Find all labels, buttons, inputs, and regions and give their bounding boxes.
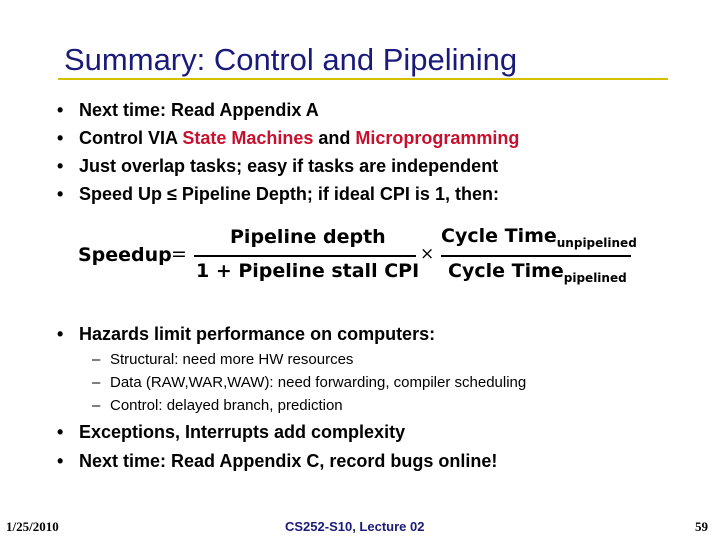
- footer-course: CS252-S10, Lecture 02: [285, 519, 425, 534]
- slide-title: Summary: Control and Pipelining: [64, 42, 518, 77]
- bullet-dot: •: [57, 184, 64, 204]
- bottom-bullet-list: [57, 418, 497, 476]
- bullet-item: • Next time: Read Appendix A: [57, 96, 519, 124]
- sub-bullet-item: – Structural: need more HW resources: [92, 348, 526, 371]
- bullet-dot: •: [57, 451, 64, 471]
- speedup-formula: [78, 222, 638, 292]
- sub-bullet-item: – Control: delayed branch, prediction: [92, 394, 526, 417]
- formula-denominator-1: 1 + Pipeline stall CPI: [196, 260, 420, 282]
- formula-times: ×: [420, 244, 435, 264]
- title-underline: [58, 78, 668, 80]
- bullet-item: • Exceptions, Interrupts add complexity: [57, 418, 497, 447]
- formula-lhs: Speedup: [78, 244, 172, 266]
- highlight-microprogramming: Microprogramming: [355, 128, 520, 148]
- dash-marker: –: [92, 397, 101, 414]
- fraction-bar: [441, 255, 631, 257]
- formula-denominator-2: Cycle Time$_{pipelined}$: [448, 260, 627, 285]
- dash-marker: –: [92, 351, 101, 368]
- bullet-item: • Just overlap tasks; easy if tasks are independent: [57, 152, 519, 180]
- formula-equals: =: [171, 243, 187, 265]
- formula-numerator-2: Cycle Time$_{unpipelined}$: [441, 225, 637, 250]
- bullet-item: • Hazards limit performance on computers:: [57, 320, 435, 348]
- formula-numerator-1: Pipeline depth: [230, 226, 386, 248]
- bullet-item: • Control VIA State Machines and Microprogramming: [57, 124, 519, 152]
- top-bullet-list: [57, 96, 519, 208]
- highlight-state-machines: State Machines: [182, 128, 314, 148]
- fraction-bar: [194, 255, 416, 257]
- bullet-dot: •: [57, 156, 64, 176]
- bullet-dot: •: [57, 422, 64, 442]
- bullet-item: • Next time: Read Appendix C, record bugs online!: [57, 447, 497, 476]
- bullet-item: • Speed Up ≤ Pipeline Depth; if ideal CPI is 1, then:: [57, 180, 519, 208]
- bullet-dot: •: [57, 324, 64, 344]
- dash-marker: –: [92, 374, 101, 391]
- sub-bullet-item: – Data (RAW,WAR,WAW): need forwarding, compiler scheduling: [92, 371, 526, 394]
- footer-page-number: 59: [695, 519, 708, 534]
- footer-date: 1/25/2010: [6, 519, 59, 534]
- bullet-dot: •: [57, 100, 64, 120]
- hazards-bullet-list: [57, 320, 435, 348]
- sub-bullet-list: [92, 348, 526, 417]
- bullet-dot: •: [57, 128, 64, 148]
